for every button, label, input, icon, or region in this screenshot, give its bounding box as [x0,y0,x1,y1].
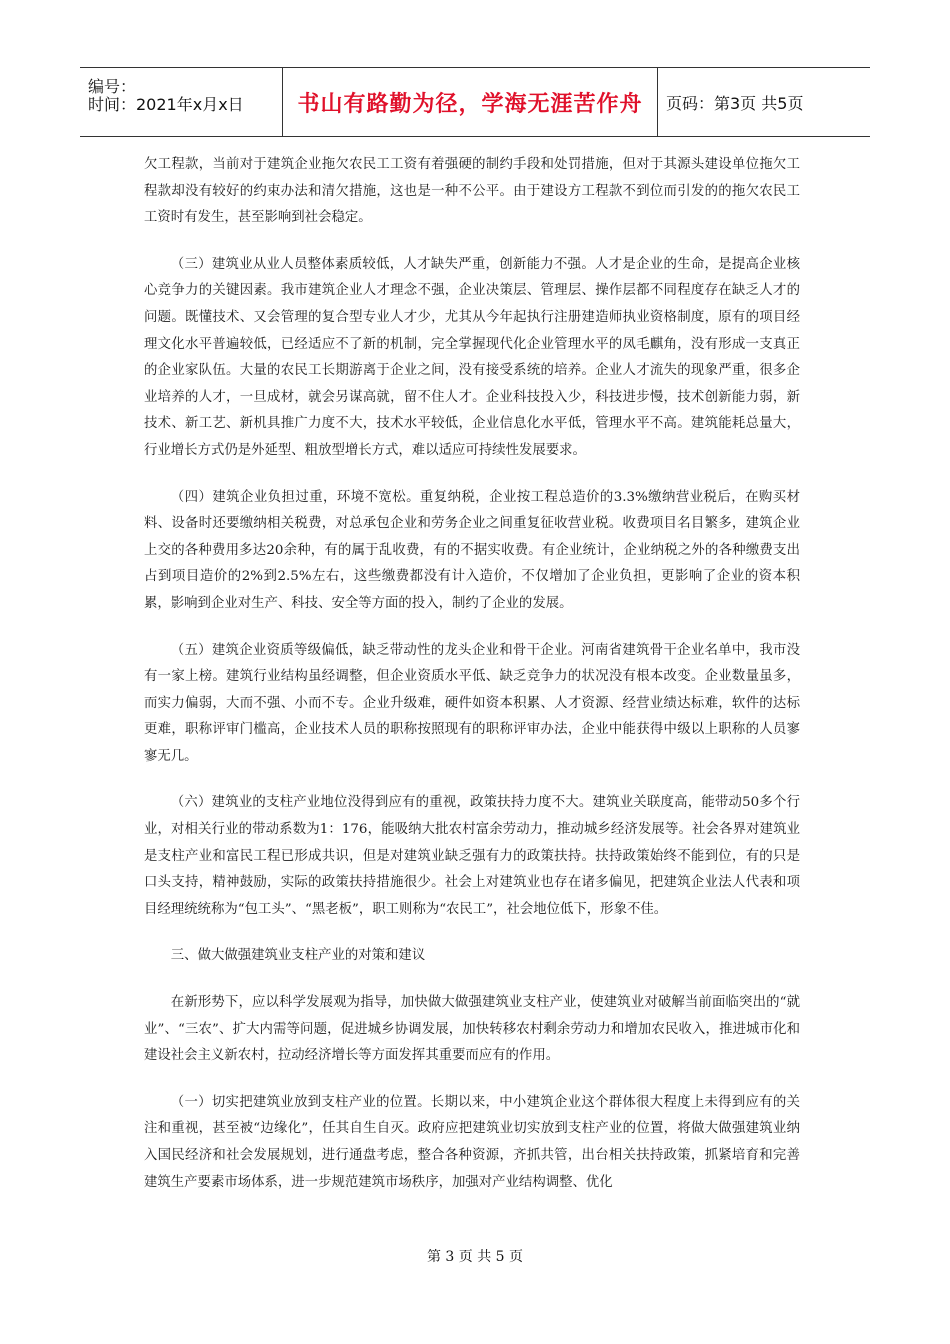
document-body [144,152,800,1216]
paragraph-section-6: （六）建筑业的支柱产业地位没得到应有的重视，政策扶持力度不大。建筑业关联度高，能带动50多个行业，对相关行业的带动系数为1：176，能吸纳大批农村富余劳动力，推动城乡经济发展等。社会各界对建筑业是支柱产业和富民工程已形成共识，但是对建筑业缺乏强有力的政策扶持。扶持政策始终不能到位，有的只是口头支持，精神鼓励，实际的政策扶持措施很少。社会上对建筑业也存在诸多偏见，把建筑企业法人代表和项目经理统统称为“包工头”、“黑老板”，职工则称为“农民工”，社会地位低下，形象不佳。 [144,795,800,917]
page-footer: 第 3 页 共 5 页 [426,1249,524,1265]
paragraph-section-5: （五）建筑企业资质等级偏低，缺乏带动性的龙头企业和骨干企业。河南省建筑骨干企业名单中，我市没有一家上榜。建筑行业结构虽经调整，但企业资质水平低、缺乏竞争力的状况没有根本改变。企业数量虽多，而实力偏弱，大而不强、小而不专。企业升级难，硬件如资本积累、人才资源、经营业绩达标难，软件的达标更难，职称评审门槛高，企业技术人员的职称按照现有的职称评审办法，企业中能获得中级以上职称的人员寥寥无几。 [144,642,800,764]
header-page-number: 页码：第3页 共5页 [666,93,804,113]
paragraph-section-3: （三）建筑业从业人员整体素质较低，人才缺失严重，创新能力不强。人才是企业的生命，是提高企业核心竞争力的关键因素。我市建筑企业人才理念不强，企业决策层、管理层、操作层都不同程度存在缺乏人才的问题。既懂技术、又会管理的复合型专业人才少，尤其从今年起执行注册建造师执业资格制度，原有的项目经理文化水平普遍较低，已经适应不了新的机制，完全掌握现代化企业管理水平的凤毛麒角，没有形成一支真正的企业家队伍。大量的农民工长期游离于企业之间，没有接受系统的培养。企业人才流失的现象严重，很多企业培养的人才，一旦成材，就会另谋高就，留不住人才。企业科技投入少，科技进步慢，技术创新能力弱，新技术、新工艺、新机具推广力度不大，技术水平较低，企业信息化水平低，管理水平不高。建筑能耗总量大，行业增长方式仍是外延型、粗放型增长方式，难以适应可持续性发展要求。 [144,256,800,458]
document-number-label: 编号： [88,77,137,96]
paragraph-measure-1: （一）切实把建筑业放到支柱产业的位置。长期以来，中小建筑企业这个群体很大程度上未得到应有的关注和重视，甚至被“边缘化”，任其自生自灭。政府应把建筑业切实放到支柱产业的位置，将做大做强建筑业纳入国民经济和社会发展规划，进行通盘考虑，整合各种资源，齐抓共管，出台相关扶持政策，抓紧培育和完善建筑生产要素市场体系，进一步规范建筑市场秩序，加强对产业结构调整、优化 [144,1094,800,1190]
section-heading: 三、做大做强建筑业支柱产业的对策和建议 [170,948,426,964]
header-motto: 书山有路勤为径，学海无涯苦作舟 [283,68,658,136]
document-date-label: 时间：2021年x月x日 [88,95,244,114]
paragraph-section-4: （四）建筑企业负担过重，环境不宽松。重复纳税，企业按工程总造价的3.3%缴纳营业税后，在购买材料、设备时还要缴纳相关税费，对总承包企业和劳务企业之间重复征收营业税。收费项目名目繁多，建筑企业上交的各种费用多达20余种，有的属于乱收费，有的不据实收费。有企业统计，企业纳税之外的各种缴费支出占到项目造价的2%到2.5%左右，这些缴费都没有计入造价，不仅增加了企业负担，更影响了企业的资本积累，影响到企业对生产、科技、安全等方面的投入，制约了企业的发展。 [144,489,800,611]
paragraph-continued: 欠工程款，当前对于建筑企业拖欠农民工工资有着强硬的制约手段和处罚措施，但对于其源头建设单位拖欠工程款却没有较好的约束办法和清欠措施，这也是一种不公平。由于建设方工程款不到位而引发的的拖欠农民工工资时有发生，甚至影响到社会稳定。 [144,157,800,226]
page-header [80,67,870,137]
paragraph-intro: 在新形势下，应以科学发展观为指导，加快做大做强建筑业支柱产业，使建筑业对破解当前面临突出的“就业”、“三农”、扩大内需等问题，促进城乡协调发展，加快转移农村剩余劳动力和增加农民收入，推进城市化和建设社会主义新农村，拉动经济增长等方面发挥其重要而应有的作用。 [144,995,800,1064]
header-info-cell [80,68,283,136]
